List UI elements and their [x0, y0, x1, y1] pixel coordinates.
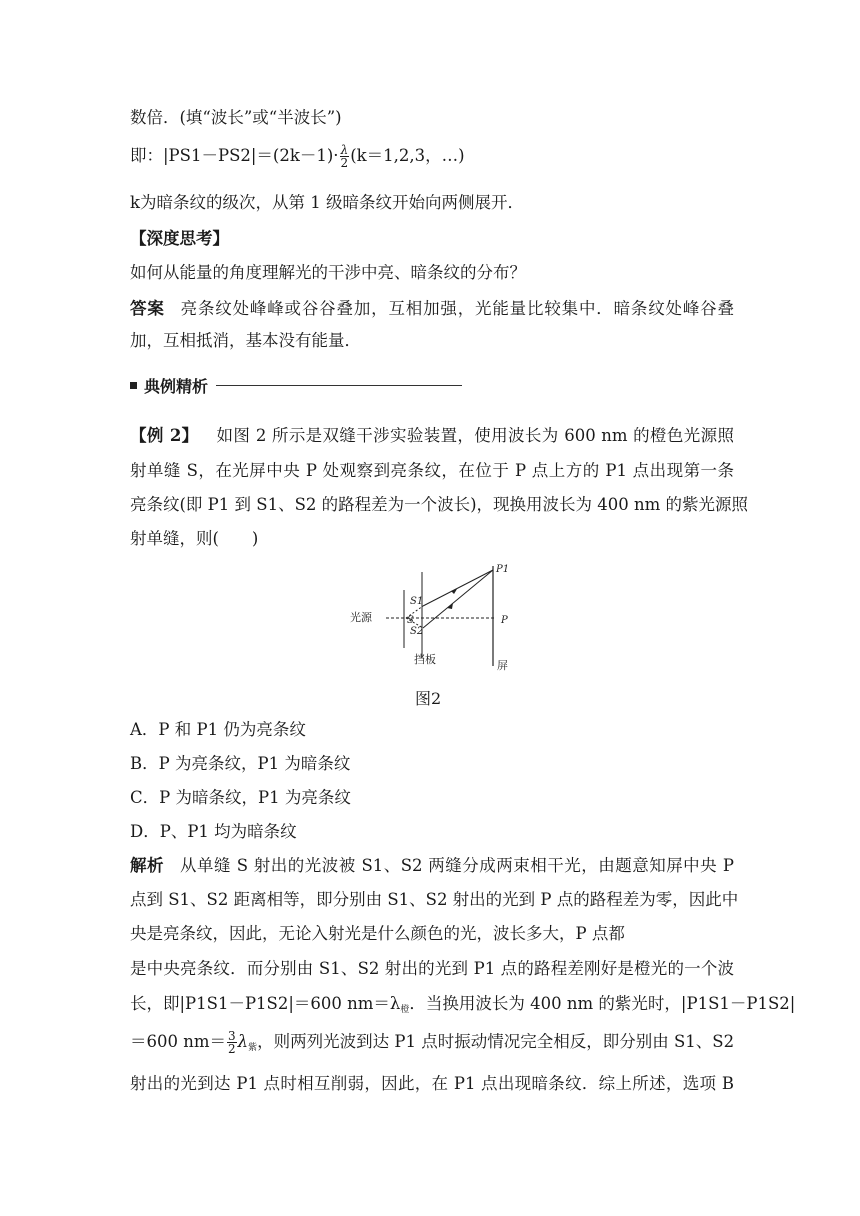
figure-caption: 图2 — [415, 689, 442, 708]
analysis-text-6b: ，则两列光波到达 P1 点时振动情况完全相反，即分别由 S1、S2 — [257, 1032, 735, 1051]
deep-think-answer-line-1 — [130, 298, 734, 320]
answer-label: 答案 — [130, 299, 165, 318]
text-line-fringe-order: k为暗条纹的级次，从第 1 级暗条纹开始向两侧展开． — [130, 193, 524, 212]
fraction-numerator: 3 — [228, 1029, 236, 1043]
analysis-line-2: 点到 S1、S2 距离相等，即分别由 S1、S2 射出的光到 P 点的路程差为零，因此中 — [130, 890, 739, 909]
fraction-denominator: 2 — [340, 156, 349, 170]
ray-s1-to-p1 — [423, 570, 493, 606]
example-text-1: 如图 2 所示是双缝干涉实验装置，使用波长为 600 nm 的橙色光源照 — [216, 426, 734, 445]
deep-think-question: 如何从能量的角度理解光的干涉中亮、暗条纹的分布？ — [130, 263, 526, 282]
answer-text-1: 亮条纹处峰峰或谷谷叠加，互相加强，光能量比较集中．暗条纹处峰谷叠 — [180, 299, 735, 318]
example-line-4: 射单缝，则( ) — [130, 529, 259, 548]
analysis-text-5b: ．当换用波长为 400 nm 的紫光时，|P1S1－P1S2| — [409, 994, 796, 1013]
arrow-s2-ray-icon — [447, 603, 453, 609]
fraction-lambda-over-2 — [340, 144, 350, 169]
option-d: D．P、P1 均为暗条纹 — [130, 822, 297, 841]
section-title: 典例精析 — [144, 377, 209, 396]
fraction-numerator: λ — [340, 143, 349, 157]
label-slit-s2: S2 — [410, 626, 424, 637]
formula-line-dark-fringe — [130, 144, 734, 169]
section-square-icon — [130, 382, 137, 389]
analysis-label: 解析 — [130, 856, 164, 875]
formula-prefix: 即： — [130, 146, 163, 165]
double-slit-diagram — [346, 562, 526, 674]
fraction-denominator: 2 — [228, 1042, 236, 1056]
example-tag: 【例 2】 — [130, 426, 199, 445]
option-c: C．P 为暗条纹，P1 为亮条纹 — [130, 788, 351, 807]
label-point-p1: P1 — [496, 564, 510, 575]
section-header — [130, 374, 462, 397]
analysis-text-6a: ＝600 nm＝ — [130, 1032, 227, 1051]
label-point-p: P — [501, 615, 508, 626]
example-line-2: 射单缝 S，在光屏中央 P 处观察到亮条纹，在位于 P 点上方的 P1 点出现第一条 — [130, 461, 734, 480]
lambda-orange-subscript: 橙 — [400, 1005, 410, 1015]
formula-suffix: (k＝1,2,3，…) — [350, 146, 465, 165]
analysis-line-6 — [130, 1030, 734, 1059]
label-slit-s: S — [407, 615, 414, 626]
analysis-text-5a: 长，即|P1S1－P1S2|＝600 nm＝λ — [130, 994, 401, 1013]
lambda-symbol: λ — [237, 1032, 249, 1051]
analysis-line-1 — [130, 855, 734, 877]
label-light-source: 光源 — [350, 611, 372, 624]
analysis-line-5 — [130, 993, 796, 1021]
fraction-three-halves — [227, 1030, 237, 1055]
label-slit-s1: S1 — [410, 596, 424, 607]
option-a: A．P 和 P1 仍为亮条纹 — [130, 720, 306, 739]
formula-expression: |PS1－PS2|＝(2k－1)· — [163, 146, 339, 165]
option-b: B．P 为亮条纹，P1 为暗条纹 — [130, 754, 351, 773]
analysis-line-7: 射出的光到达 P1 点时相互削弱，因此，在 P1 点出现暗条纹．综上所述，选项 B — [130, 1074, 734, 1093]
label-screen: 屏 — [497, 659, 508, 672]
example-line-3: 亮条纹(即 P1 到 S1、S2 的路程差为一个波长)，现换用波长为 400 nm 的紫光源照 — [130, 495, 749, 514]
deep-think-answer-line-2: 加，互相抵消，基本没有能量． — [130, 331, 361, 350]
ray-s2-to-p1 — [423, 570, 493, 628]
analysis-text-1: 从单缝 S 射出的光波被 S1、S2 两缝分成两束相干光，由题意知屏中央 P — [180, 856, 735, 875]
label-baffle: 挡板 — [414, 653, 436, 666]
analysis-line-4: 是中央亮条纹．而分别由 S1、S2 射出的光到 P1 点的路程差刚好是橙光的一个波 — [130, 959, 734, 978]
section-rule — [216, 385, 462, 386]
analysis-line-3: 央是亮条纹，因此，无论入射光是什么颜色的光，波长多大，P 点都 — [130, 924, 625, 943]
text-line-wavelength-note: 数倍．(填“波长”或“半波长”) — [130, 108, 342, 127]
lambda-violet-subscript: 紫 — [248, 1043, 258, 1053]
deep-think-heading: 【深度思考】 — [130, 229, 229, 248]
example-line-1 — [130, 425, 734, 447]
